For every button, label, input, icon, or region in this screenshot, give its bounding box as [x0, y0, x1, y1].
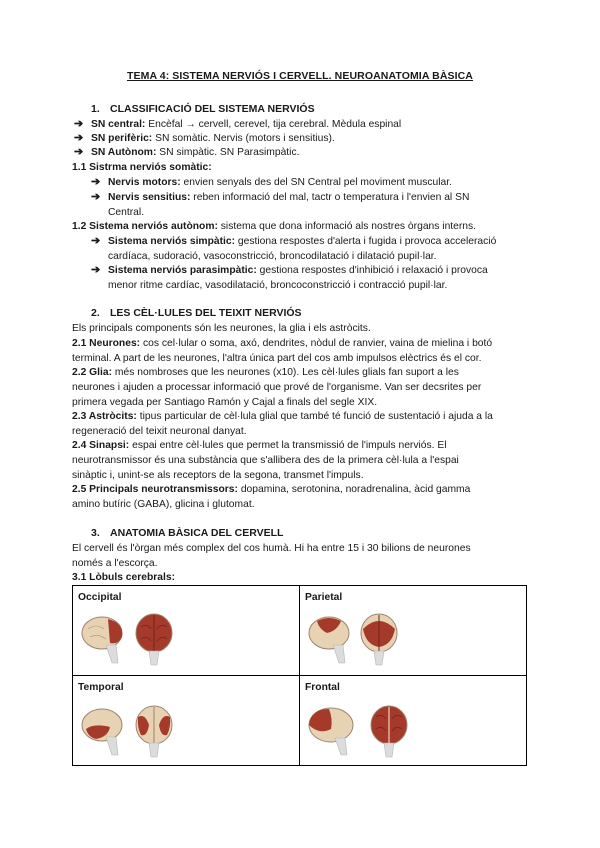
paragraph-neurotransmissors: 2.5 Principals neurotransmissors: dopamina, serotonina, noradrenalina, àcid gamma amino butíric (GABA), glicina i glutomat.: [72, 484, 471, 510]
table-cell-frontal: Frontal: [299, 675, 527, 766]
subsection-3-1-heading: 3.1 Lòbuls cerebrals:: [72, 572, 176, 583]
paragraph-sinapsi: 2.4 Sinapsi: espai entre cèl·lules que permet la transmissió de l'impuls nerviós. El neurotransmissor és una substància que s'allibera des de la primera cèl·lula a l'espai sinàptic i, unint-se als receptors de la segona, transmet l'impuls.: [72, 440, 459, 481]
table-cell-parietal: Parietal: [299, 585, 527, 676]
bullet-sn-autonom: ➔ SN Autònom: SN simpàtic. SN Parasimpàtic.: [74, 146, 300, 158]
arrow-icon: ➔: [91, 264, 101, 276]
subsection-1-1-heading: 1.1 Sistrma nerviós somàtic:: [72, 162, 212, 173]
paragraph-glia: 2.2 Glia: més nombroses que les neurones (x10). Les cèl·lules glials fan suport a les neurones i ajuden a processar informació que prové de l'organisme. Van ser decsrites per primera vegada per Santiago Ramón y Cajal a finals del segle XIX.: [72, 367, 482, 408]
bullet-sn-periferic: ➔ SN perifèric: SN somàtic. Nervis (motors i sensitius).: [74, 132, 335, 144]
paragraph-astrocits: 2.3 Astròcits: tipus particular de cèl·lula glial que també té funció de sustentació i ajuda a la regeneració del teixit neuronal danyat.: [72, 411, 493, 437]
page-title: TEMA 4: SISTEMA NERVIÓS I CERVELL. NEUROANATOMIA BÀSICA: [126, 70, 473, 82]
section-2-heading: 2. LES CÈL·LULES DEL TEIXIT NERVIÓS: [91, 307, 302, 319]
section-2-intro: Els principals components són les neurones, la glia i els astròcits.: [72, 323, 371, 334]
bullet-parasimpatic: ➔ Sistema nerviós parasimpàtic: gestiona respostes d'inhibició i relaxació i provoca menor ritme cardíac, vasodilatació, broncoconstricció i contracció pupil·lar.: [91, 264, 488, 291]
subsection-1-2-heading: 1.2 Sistema nerviós autònom: sistema que dona informació als nostres òrgans interns.: [72, 221, 477, 232]
arrow-icon: ➔: [91, 191, 101, 203]
brain-front-frontal-image: [368, 703, 410, 759]
bullet-simpatic: ➔ Sistema nerviós simpàtic: gestiona respostes d'alerta i fugida i provoca acceleració cardíaca, sudoració, vasoconstricció, broncodilatació i dilatació pupil·lar.: [91, 235, 497, 262]
bullet-sn-central: ➔ SN central: Encèfal → cervell, cerevel, tija cerebral. Mèdula espinal: [74, 118, 402, 130]
brain-top-parietal-image: [358, 611, 400, 667]
arrow-icon: ➔: [74, 132, 84, 144]
section-1-heading: 1. CLASSIFICACIÓ DEL SISTEMA NERVIÓS: [91, 103, 315, 115]
arrow-icon: ➔: [74, 146, 84, 158]
section-3-heading: 3. ANATOMIA BÀSICA DEL CERVELL: [91, 527, 284, 539]
arrow-icon: ➔: [91, 176, 101, 188]
bullet-nervis-motors: ➔ Nervis motors: envien senyals des del SN Central pel moviment muscular.: [91, 176, 452, 188]
bullet-nervis-sensitius: ➔ Nervis sensitius: reben informació del mal, tactr o temperatura i l'envien al SN Central.: [91, 191, 470, 218]
brain-bottom-temporal-image: [133, 703, 175, 759]
table-cell-temporal: Temporal: [72, 675, 300, 766]
section-3-text: El cervell és l'òrgan més complex del cos humà. Hi ha entre 15 i 30 bilions de neurones només a l'escorça.: [72, 543, 471, 569]
brain-side-frontal-image: [307, 703, 357, 759]
brain-side-occipital-image: [80, 611, 128, 667]
brain-side-parietal-image: [307, 611, 353, 667]
brain-back-occipital-image: [133, 611, 175, 667]
paragraph-neurones: 2.1 Neurones: cos cel·lular o soma, axó, dendrites, nòdul de ranvier, vaina de mielina i botó terminal. A part de les neurones, l'altra única part del cos amb impulsos elèctrics és el cor.: [72, 338, 493, 364]
brain-side-temporal-image: [80, 703, 128, 759]
arrow-icon: ➔: [74, 118, 84, 130]
table-cell-occipital: Occipital: [72, 585, 300, 676]
arrow-icon: ➔: [91, 235, 101, 247]
